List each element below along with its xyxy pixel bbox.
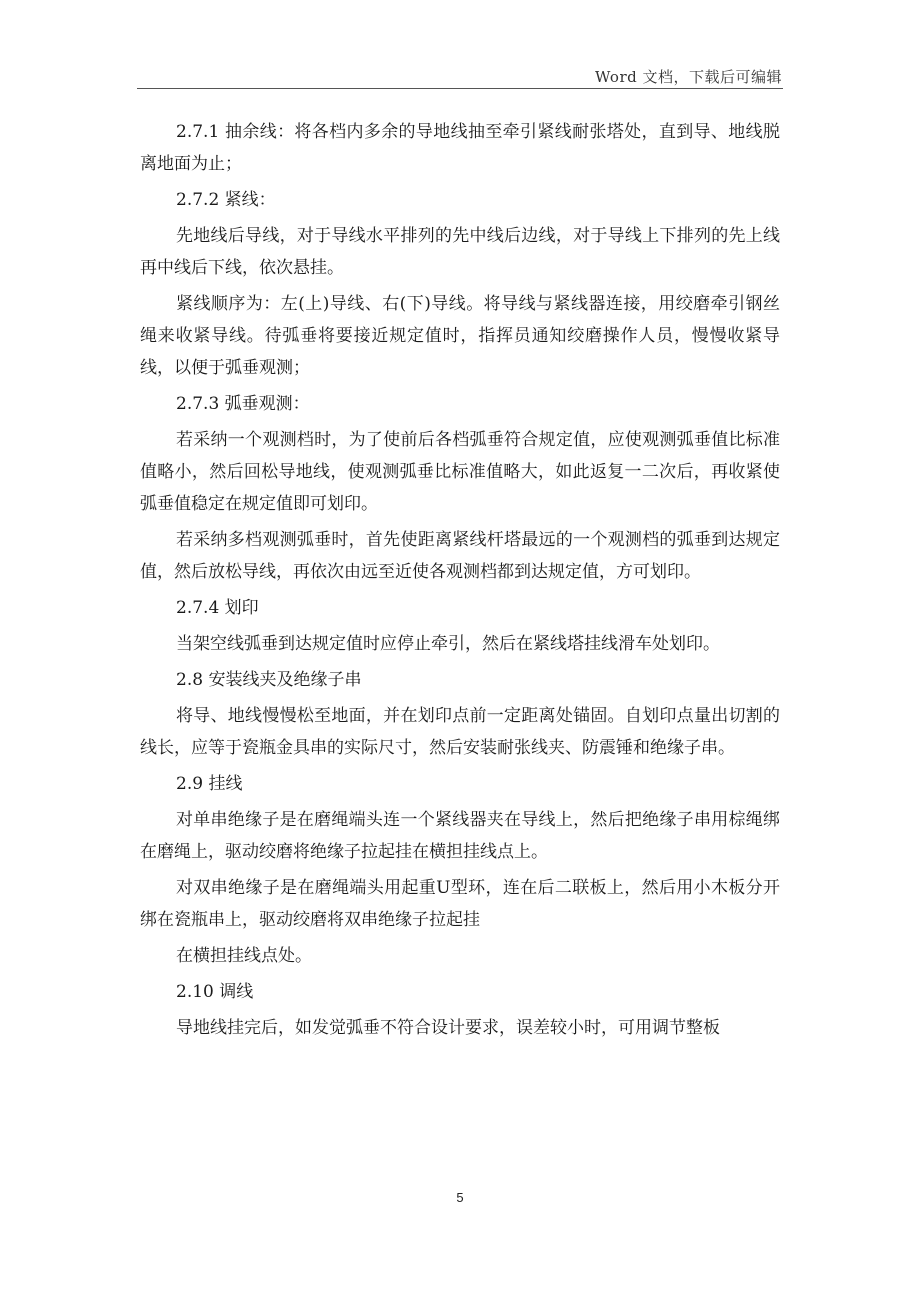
paragraph: 对双串绝缘子是在磨绳端头用起重U型环，连在后二联板上，然后用小木板分开绑在瓷瓶串上，驱动绞磨将双串绝缘子拉起挂 [140, 878, 780, 930]
page-header: Word 文档，下载后可编辑 [595, 68, 782, 86]
section-heading-2-9: 2.9 挂线 [176, 774, 243, 794]
paragraph: 当架空线弧垂到达规定值时应停止牵引，然后在紧线塔挂线滑车处划印。 [176, 634, 720, 654]
header-divider [137, 88, 783, 89]
paragraph: 将导、地线慢慢松至地面，并在划印点前一定距离处锚固。自划印点量出切割的线长，应等于瓷瓶金具串的实际尺寸，然后安装耐张线夹、防震锤和绝缘子串。 [140, 706, 780, 758]
paragraph: 导地线挂完后，如发觉弧垂不符合设计要求，误差较小时，可用调节整板 [176, 1018, 720, 1038]
section-heading-2-8: 2.8 安装线夹及绝缘子串 [176, 670, 362, 690]
paragraph: 对单串绝缘子是在磨绳端头连一个紧线器夹在导线上，然后把绝缘子串用棕绳绑在磨绳上，驱动绞磨将绝缘子拉起挂在横担挂线点上。 [140, 810, 780, 862]
paragraph-2-7-1: 2.7.1 抽余线：将各档内多余的导地线抽至牵引紧线耐张塔处，直到导、地线脱离地面为止； [140, 122, 780, 174]
section-heading-2-10: 2.10 调线 [176, 982, 254, 1002]
page-number: 5 [456, 1190, 464, 1205]
paragraph: 若采纳多档观测弧垂时，首先使距离紧线杆塔最远的一个观测档的弧垂到达规定值，然后放松导线，再依次由远至近使各观测档都到达规定值，方可划印。 [140, 530, 780, 582]
section-heading-2-7-3: 2.7.3 弧垂观测： [176, 394, 310, 414]
paragraph: 若采纳一个观测档时，为了使前后各档弧垂符合规定值，应使观测弧垂值比标准值略小，然后回松导地线，使观测弧垂比标准值略大，如此返复一二次后，再收紧使弧垂值稳定在规定值即可划印。 [140, 430, 780, 514]
document-body [140, 116, 780, 1048]
section-heading-2-7-2: 2.7.2 紧线： [176, 190, 276, 210]
paragraph: 先地线后导线，对于导线水平排列的先中线后边线，对于导线上下排列的先上线再中线后下线，依次悬挂。 [140, 226, 780, 278]
paragraph: 紧线顺序为：左(上)导线、右(下)导线。将导线与紧线器连接，用绞磨牵引钢丝绳来收紧导线。待弧垂将要接近规定值时，指挥员通知绞磨操作人员，慢慢收紧导线，以便于弧垂观测； [140, 294, 780, 378]
section-heading-2-7-4: 2.7.4 划印 [176, 598, 259, 618]
paragraph-continuation: 在横担挂线点处。 [176, 946, 312, 966]
